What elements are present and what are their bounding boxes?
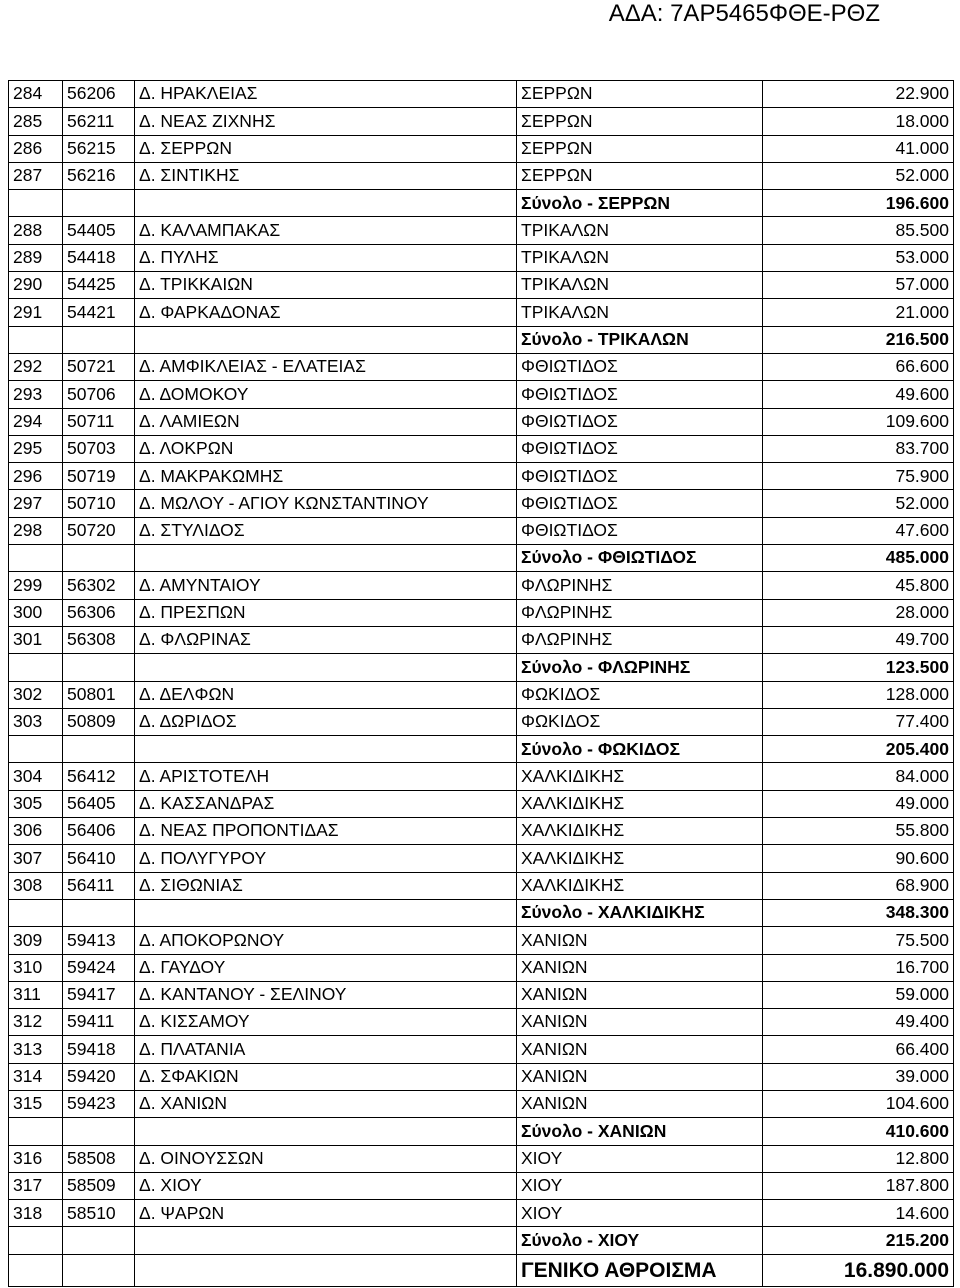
region-name: ΧΑΝΙΩΝ (517, 1063, 763, 1090)
row-number: 313 (9, 1036, 63, 1063)
row-number: 312 (9, 1009, 63, 1036)
empty-cell (63, 190, 135, 217)
amount: 68.900 (763, 872, 954, 899)
region-name: ΦΩΚΙΔΟΣ (517, 681, 763, 708)
row-number: 310 (9, 954, 63, 981)
municipality-name: Δ. ΠΟΛΥΓΥΡΟΥ (135, 845, 517, 872)
empty-cell (135, 736, 517, 763)
table-row (9, 790, 954, 817)
row-number: 315 (9, 1090, 63, 1117)
region-name: ΧΙΟΥ (517, 1145, 763, 1172)
row-number: 295 (9, 435, 63, 462)
municipality-code: 59411 (63, 1009, 135, 1036)
region-name: ΣΕΡΡΩΝ (517, 108, 763, 135)
amount: 66.400 (763, 1036, 954, 1063)
municipality-code: 50711 (63, 408, 135, 435)
allocation-table-body (9, 81, 954, 1287)
row-number: 305 (9, 790, 63, 817)
amount: 85.500 (763, 217, 954, 244)
empty-cell (9, 326, 63, 353)
empty-cell (135, 1227, 517, 1254)
amount: 128.000 (763, 681, 954, 708)
row-number: 317 (9, 1172, 63, 1199)
subtotal-amount: 485.000 (763, 545, 954, 572)
table-row (9, 1009, 954, 1036)
amount: 21.000 (763, 299, 954, 326)
region-name: ΦΛΩΡΙΝΗΣ (517, 572, 763, 599)
municipality-code: 59420 (63, 1063, 135, 1090)
table-row (9, 1063, 954, 1090)
municipality-name: Δ. ΑΜΥΝΤΑΙΟΥ (135, 572, 517, 599)
municipality-name: Δ. ΦΑΡΚΑΔΟΝΑΣ (135, 299, 517, 326)
municipality-code: 59423 (63, 1090, 135, 1117)
row-number: 301 (9, 626, 63, 653)
row-number: 288 (9, 217, 63, 244)
municipality-code: 56216 (63, 162, 135, 189)
empty-cell (63, 1118, 135, 1145)
table-row (9, 408, 954, 435)
municipality-name: Δ. ΠΡΕΣΠΩΝ (135, 599, 517, 626)
amount: 49.000 (763, 790, 954, 817)
row-number: 307 (9, 845, 63, 872)
amount: 45.800 (763, 572, 954, 599)
subtotal-amount: 205.400 (763, 736, 954, 763)
amount: 39.000 (763, 1063, 954, 1090)
municipality-name: Δ. ΚΑΣΣΑΝΔΡΑΣ (135, 790, 517, 817)
municipality-name: Δ. ΠΛΑΤΑΝΙΑ (135, 1036, 517, 1063)
region-name: ΦΘΙΩΤΙΔΟΣ (517, 463, 763, 490)
table-row (9, 463, 954, 490)
municipality-code: 50706 (63, 381, 135, 408)
region-name: ΤΡΙΚΑΛΩΝ (517, 244, 763, 271)
region-name: ΣΕΡΡΩΝ (517, 81, 763, 108)
row-number: 304 (9, 763, 63, 790)
amount: 49.400 (763, 1009, 954, 1036)
table-row (9, 626, 954, 653)
municipality-code: 56306 (63, 599, 135, 626)
municipality-name: Δ. ΑΠΟΚΟΡΩΝΟΥ (135, 927, 517, 954)
row-number: 298 (9, 517, 63, 544)
municipality-code: 54405 (63, 217, 135, 244)
row-number: 303 (9, 708, 63, 735)
region-name: ΦΛΩΡΙΝΗΣ (517, 626, 763, 653)
municipality-name: Δ. ΣΙΘΩΝΙΑΣ (135, 872, 517, 899)
municipality-code: 50801 (63, 681, 135, 708)
municipality-name: Δ. ΔΟΜΟΚΟΥ (135, 381, 517, 408)
subtotal-label: Σύνολο - ΧΙΟΥ (517, 1227, 763, 1254)
region-name: ΦΘΙΩΤΙΔΟΣ (517, 408, 763, 435)
subtotal-row (9, 1118, 954, 1145)
municipality-name: Δ. ΝΕΑΣ ΠΡΟΠΟΝΤΙΔΑΣ (135, 818, 517, 845)
table-row (9, 1172, 954, 1199)
empty-cell (63, 736, 135, 763)
subtotal-label: Σύνολο - ΦΘΙΩΤΙΔΟΣ (517, 545, 763, 572)
region-name: ΦΘΙΩΤΙΔΟΣ (517, 490, 763, 517)
municipality-code: 50721 (63, 353, 135, 380)
municipality-code: 56206 (63, 81, 135, 108)
municipality-name: Δ. ΚΙΣΣΑΜΟΥ (135, 1009, 517, 1036)
municipality-code: 56411 (63, 872, 135, 899)
amount: 41.000 (763, 135, 954, 162)
ada-code: ΑΔΑ: 7ΑΡ5465ΦΘΕ-ΡΘΖ (608, 0, 880, 27)
empty-cell (135, 899, 517, 926)
empty-cell (9, 654, 63, 681)
table-row (9, 435, 954, 462)
municipality-name: Δ. ΣΕΡΡΩΝ (135, 135, 517, 162)
amount: 83.700 (763, 435, 954, 462)
table-row (9, 981, 954, 1008)
municipality-code: 54421 (63, 299, 135, 326)
amount: 22.900 (763, 81, 954, 108)
amount: 109.600 (763, 408, 954, 435)
region-name: ΧΑΛΚΙΔΙΚΗΣ (517, 818, 763, 845)
region-name: ΦΘΙΩΤΙΔΟΣ (517, 353, 763, 380)
empty-cell (63, 654, 135, 681)
row-number: 293 (9, 381, 63, 408)
amount: 28.000 (763, 599, 954, 626)
subtotal-amount: 123.500 (763, 654, 954, 681)
amount: 84.000 (763, 763, 954, 790)
amount: 187.800 (763, 1172, 954, 1199)
allocation-table (8, 80, 954, 1287)
amount: 57.000 (763, 272, 954, 299)
subtotal-row (9, 190, 954, 217)
table-row (9, 763, 954, 790)
subtotal-amount: 196.600 (763, 190, 954, 217)
table-row (9, 517, 954, 544)
table-row (9, 244, 954, 271)
table-row (9, 217, 954, 244)
grand-total-amount: 16.890.000 (763, 1254, 954, 1286)
municipality-code: 56215 (63, 135, 135, 162)
municipality-name: Δ. ΦΛΩΡΙΝΑΣ (135, 626, 517, 653)
municipality-code: 56302 (63, 572, 135, 599)
municipality-name: Δ. ΤΡΙΚΚΑΙΩΝ (135, 272, 517, 299)
empty-cell (9, 899, 63, 926)
municipality-name: Δ. ΚΑΝΤΑΝΟΥ - ΣΕΛΙΝΟΥ (135, 981, 517, 1008)
region-name: ΤΡΙΚΑΛΩΝ (517, 299, 763, 326)
municipality-code: 58508 (63, 1145, 135, 1172)
empty-cell (135, 654, 517, 681)
municipality-name: Δ. ΣΙΝΤΙΚΗΣ (135, 162, 517, 189)
municipality-code: 56211 (63, 108, 135, 135)
subtotal-label: Σύνολο - ΣΕΡΡΩΝ (517, 190, 763, 217)
amount: 75.500 (763, 927, 954, 954)
amount: 66.600 (763, 353, 954, 380)
municipality-code: 56308 (63, 626, 135, 653)
subtotal-row (9, 899, 954, 926)
region-name: ΧΑΝΙΩΝ (517, 927, 763, 954)
empty-cell (135, 1254, 517, 1286)
municipality-name: Δ. ΝΕΑΣ ΖΙΧΝΗΣ (135, 108, 517, 135)
row-number: 306 (9, 818, 63, 845)
region-name: ΦΩΚΙΔΟΣ (517, 708, 763, 735)
municipality-name: Δ. ΔΕΛΦΩΝ (135, 681, 517, 708)
municipality-name: Δ. ΣΤΥΛΙΔΟΣ (135, 517, 517, 544)
row-number: 308 (9, 872, 63, 899)
row-number: 294 (9, 408, 63, 435)
municipality-code: 59413 (63, 927, 135, 954)
table-row (9, 1090, 954, 1117)
table-row (9, 681, 954, 708)
subtotal-row (9, 326, 954, 353)
municipality-code: 59417 (63, 981, 135, 1008)
row-number: 297 (9, 490, 63, 517)
row-number: 285 (9, 108, 63, 135)
row-number: 311 (9, 981, 63, 1008)
municipality-name: Δ. ΟΙΝΟΥΣΣΩΝ (135, 1145, 517, 1172)
table-row (9, 708, 954, 735)
municipality-name: Δ. ΧΙΟΥ (135, 1172, 517, 1199)
region-name: ΧΑΛΚΙΔΙΚΗΣ (517, 790, 763, 817)
row-number: 292 (9, 353, 63, 380)
table-row (9, 299, 954, 326)
empty-cell (63, 1254, 135, 1286)
region-name: ΧΙΟΥ (517, 1172, 763, 1199)
subtotal-amount: 348.300 (763, 899, 954, 926)
region-name: ΤΡΙΚΑΛΩΝ (517, 272, 763, 299)
municipality-code: 56410 (63, 845, 135, 872)
region-name: ΧΙΟΥ (517, 1200, 763, 1227)
subtotal-amount: 410.600 (763, 1118, 954, 1145)
municipality-code: 50809 (63, 708, 135, 735)
region-name: ΧΑΝΙΩΝ (517, 1009, 763, 1036)
table-row (9, 272, 954, 299)
municipality-code: 50703 (63, 435, 135, 462)
municipality-name: Δ. ΣΦΑΚΙΩΝ (135, 1063, 517, 1090)
amount: 55.800 (763, 818, 954, 845)
table-row (9, 162, 954, 189)
table-row (9, 108, 954, 135)
municipality-name: Δ. ΜΑΚΡΑΚΩΜΗΣ (135, 463, 517, 490)
municipality-code: 58510 (63, 1200, 135, 1227)
empty-cell (135, 190, 517, 217)
empty-cell (63, 1227, 135, 1254)
amount: 52.000 (763, 490, 954, 517)
subtotal-amount: 215.200 (763, 1227, 954, 1254)
region-name: ΦΘΙΩΤΙΔΟΣ (517, 435, 763, 462)
empty-cell (9, 545, 63, 572)
region-name: ΦΛΩΡΙΝΗΣ (517, 599, 763, 626)
table-row (9, 1145, 954, 1172)
table-row (9, 1036, 954, 1063)
region-name: ΤΡΙΚΑΛΩΝ (517, 217, 763, 244)
municipality-name: Δ. ΧΑΝΙΩΝ (135, 1090, 517, 1117)
region-name: ΧΑΝΙΩΝ (517, 1090, 763, 1117)
amount: 53.000 (763, 244, 954, 271)
row-number: 284 (9, 81, 63, 108)
municipality-code: 54418 (63, 244, 135, 271)
region-name: ΣΕΡΡΩΝ (517, 162, 763, 189)
row-number: 286 (9, 135, 63, 162)
municipality-code: 54425 (63, 272, 135, 299)
municipality-code: 56406 (63, 818, 135, 845)
municipality-name: Δ. ΗΡΑΚΛΕΙΑΣ (135, 81, 517, 108)
table-row (9, 572, 954, 599)
row-number: 290 (9, 272, 63, 299)
municipality-name: Δ. ΛΑΜΙΕΩΝ (135, 408, 517, 435)
region-name: ΧΑΝΙΩΝ (517, 954, 763, 981)
region-name: ΧΑΝΙΩΝ (517, 1036, 763, 1063)
table-row (9, 135, 954, 162)
municipality-code: 56412 (63, 763, 135, 790)
table-row (9, 381, 954, 408)
empty-cell (63, 899, 135, 926)
row-number: 302 (9, 681, 63, 708)
municipality-code: 50720 (63, 517, 135, 544)
municipality-name: Δ. ΜΩΛΟΥ - ΑΓΙΟΥ ΚΩΝΣΤΑΝΤΙΝΟΥ (135, 490, 517, 517)
amount: 14.600 (763, 1200, 954, 1227)
municipality-name: Δ. ΛΟΚΡΩΝ (135, 435, 517, 462)
row-number: 289 (9, 244, 63, 271)
amount: 16.700 (763, 954, 954, 981)
row-number: 287 (9, 162, 63, 189)
subtotal-row (9, 736, 954, 763)
municipality-name: Δ. ΑΜΦΙΚΛΕΙΑΣ - ΕΛΑΤΕΙΑΣ (135, 353, 517, 380)
table-row (9, 353, 954, 380)
amount: 49.600 (763, 381, 954, 408)
empty-cell (9, 1118, 63, 1145)
municipality-code: 59424 (63, 954, 135, 981)
table-row (9, 927, 954, 954)
row-number: 316 (9, 1145, 63, 1172)
empty-cell (63, 545, 135, 572)
row-number: 299 (9, 572, 63, 599)
table-row (9, 490, 954, 517)
amount: 47.600 (763, 517, 954, 544)
row-number: 296 (9, 463, 63, 490)
table-row (9, 599, 954, 626)
amount: 59.000 (763, 981, 954, 1008)
amount: 75.900 (763, 463, 954, 490)
table-row (9, 845, 954, 872)
grand-total-row (9, 1254, 954, 1286)
municipality-code: 50719 (63, 463, 135, 490)
amount: 49.700 (763, 626, 954, 653)
table-row (9, 81, 954, 108)
empty-cell (9, 1227, 63, 1254)
row-number: 318 (9, 1200, 63, 1227)
empty-cell (9, 736, 63, 763)
table-row (9, 818, 954, 845)
municipality-name: Δ. ΑΡΙΣΤΟΤΕΛΗ (135, 763, 517, 790)
subtotal-label: Σύνολο - ΧΑΝΙΩΝ (517, 1118, 763, 1145)
amount: 104.600 (763, 1090, 954, 1117)
region-name: ΧΑΛΚΙΔΙΚΗΣ (517, 763, 763, 790)
amount: 52.000 (763, 162, 954, 189)
subtotal-row (9, 545, 954, 572)
amount: 77.400 (763, 708, 954, 735)
subtotal-label: Σύνολο - ΦΩΚΙΔΟΣ (517, 736, 763, 763)
empty-cell (135, 545, 517, 572)
region-name: ΦΘΙΩΤΙΔΟΣ (517, 381, 763, 408)
municipality-name: Δ. ΠΥΛΗΣ (135, 244, 517, 271)
municipality-name: Δ. ΓΑΥΔΟΥ (135, 954, 517, 981)
row-number: 291 (9, 299, 63, 326)
subtotal-label: Σύνολο - ΦΛΩΡΙΝΗΣ (517, 654, 763, 681)
amount: 18.000 (763, 108, 954, 135)
table-row (9, 1200, 954, 1227)
grand-total-label: ΓΕΝΙΚΟ ΑΘΡΟΙΣΜΑ (517, 1254, 763, 1286)
empty-cell (135, 1118, 517, 1145)
region-name: ΧΑΝΙΩΝ (517, 981, 763, 1008)
subtotal-row (9, 1227, 954, 1254)
empty-cell (135, 326, 517, 353)
municipality-code: 58509 (63, 1172, 135, 1199)
municipality-name: Δ. ΔΩΡΙΔΟΣ (135, 708, 517, 735)
subtotal-label: Σύνολο - ΧΑΛΚΙΔΙΚΗΣ (517, 899, 763, 926)
empty-cell (9, 1254, 63, 1286)
table-row (9, 954, 954, 981)
municipality-name: Δ. ΨΑΡΩΝ (135, 1200, 517, 1227)
region-name: ΧΑΛΚΙΔΙΚΗΣ (517, 872, 763, 899)
row-number: 309 (9, 927, 63, 954)
row-number: 314 (9, 1063, 63, 1090)
region-name: ΦΘΙΩΤΙΔΟΣ (517, 517, 763, 544)
amount: 90.600 (763, 845, 954, 872)
amount: 12.800 (763, 1145, 954, 1172)
municipality-name: Δ. ΚΑΛΑΜΠΑΚΑΣ (135, 217, 517, 244)
row-number: 300 (9, 599, 63, 626)
region-name: ΧΑΛΚΙΔΙΚΗΣ (517, 845, 763, 872)
empty-cell (63, 326, 135, 353)
subtotal-row (9, 654, 954, 681)
subtotal-amount: 216.500 (763, 326, 954, 353)
municipality-code: 59418 (63, 1036, 135, 1063)
region-name: ΣΕΡΡΩΝ (517, 135, 763, 162)
subtotal-label: Σύνολο - ΤΡΙΚΑΛΩΝ (517, 326, 763, 353)
empty-cell (9, 190, 63, 217)
municipality-code: 50710 (63, 490, 135, 517)
table-row (9, 872, 954, 899)
municipality-code: 56405 (63, 790, 135, 817)
